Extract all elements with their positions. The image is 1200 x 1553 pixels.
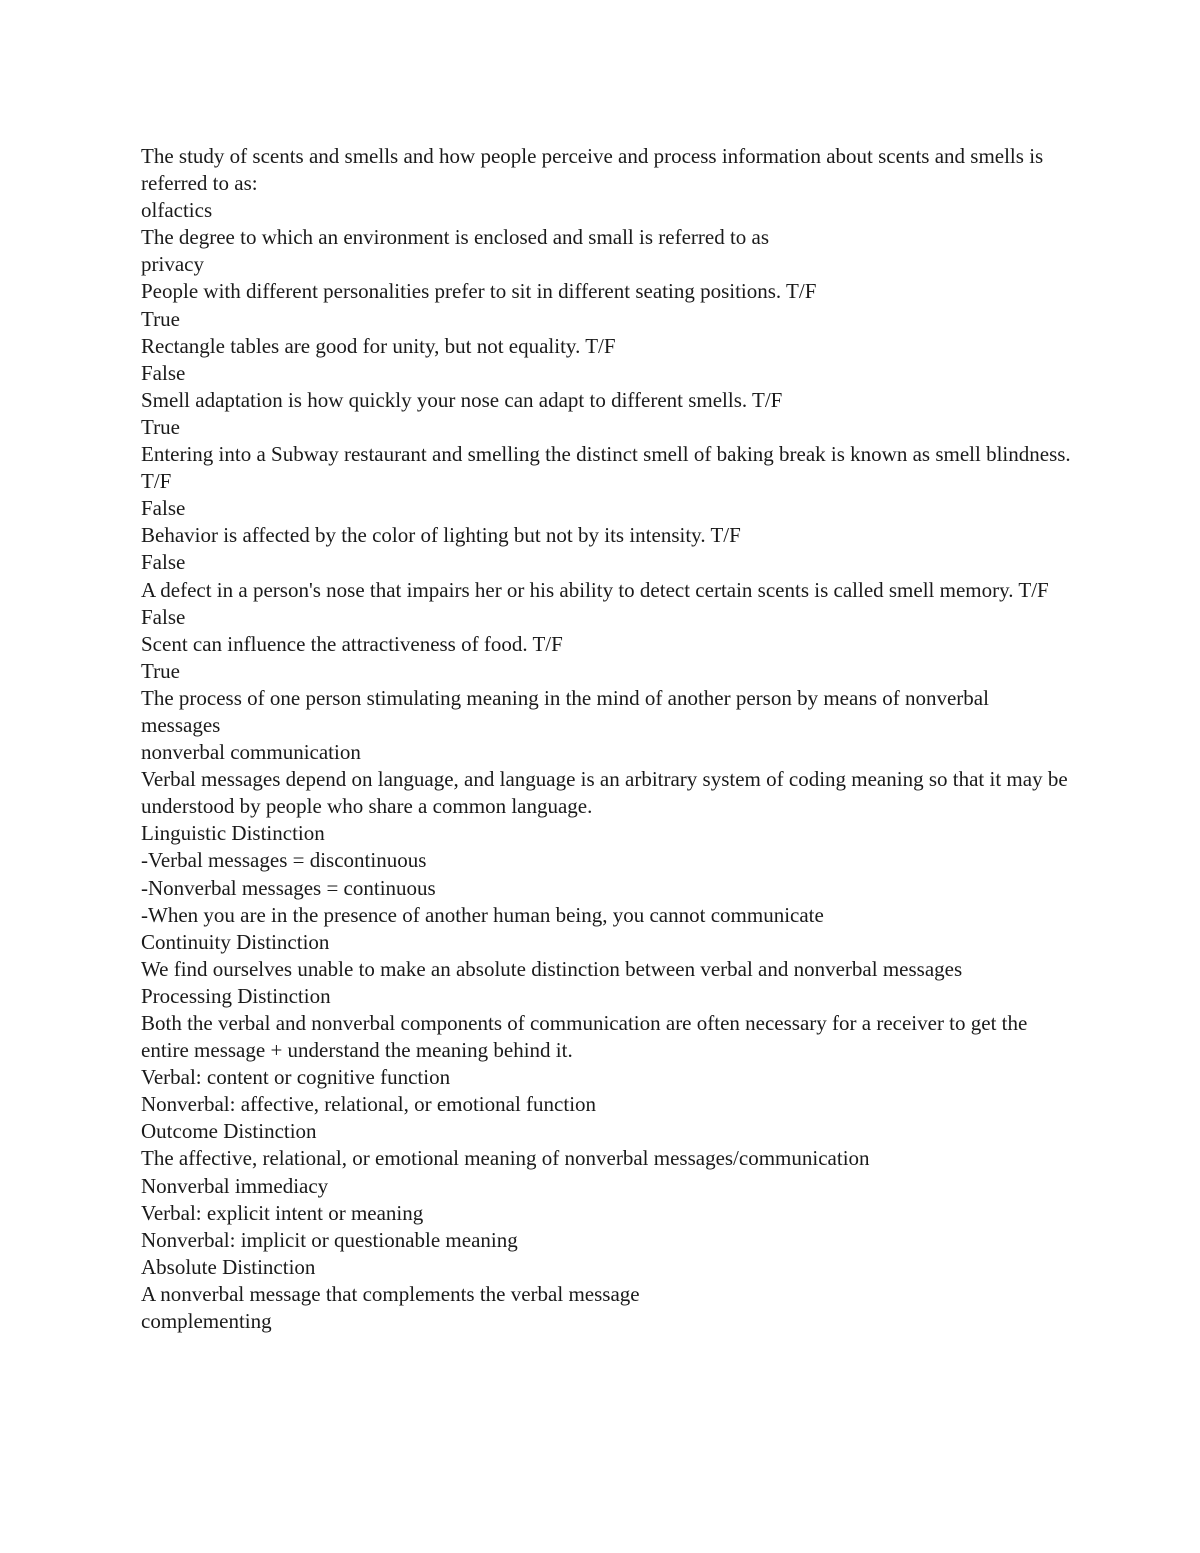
question-line: The degree to which an environment is enclosed and small is referred to as bbox=[141, 225, 770, 250]
question-line: Rectangle tables are good for unity, but not equality. T/F bbox=[141, 333, 616, 358]
question-line: A defect in a person's nose that impairs her or his ability to detect certain scents is called smell memory. T/F bbox=[141, 577, 1049, 602]
answer-line: False bbox=[141, 360, 186, 385]
question-line: Verbal: explicit intent or meaning bbox=[141, 1200, 424, 1225]
question-line: People with different personalities prefer to sit in different seating positions. T/F bbox=[141, 279, 817, 304]
answer-line: Outcome Distinction bbox=[141, 1119, 317, 1144]
question-line: Smell adaptation is how quickly your nose can adapt to different smells. T/F bbox=[141, 387, 783, 412]
answer-line: True bbox=[141, 306, 180, 331]
question-line: The process of one person stimulating meaning in the mind of another person by means of nonverbal messages bbox=[141, 685, 995, 737]
answer-line: complementing bbox=[141, 1309, 272, 1334]
question-line: Verbal messages depend on language, and language is an arbitrary system of coding meaning so that it may be understood by people who share a common language. bbox=[141, 767, 1073, 819]
answer-line: False bbox=[141, 496, 186, 521]
answer-line: Processing Distinction bbox=[141, 983, 331, 1008]
question-line: -Nonverbal messages = continuous bbox=[141, 875, 436, 900]
answer-line: Linguistic Distinction bbox=[141, 821, 325, 846]
question-line: The affective, relational, or emotional meaning of nonverbal messages/communication bbox=[141, 1146, 870, 1171]
answer-line: Absolute Distinction bbox=[141, 1254, 316, 1279]
answer-line: False bbox=[141, 604, 186, 629]
answer-line: nonverbal communication bbox=[141, 740, 361, 765]
question-line: Entering into a Subway restaurant and smelling the distinct smell of baking break is known as smell blindness. T/F bbox=[141, 442, 1076, 494]
question-line: The study of scents and smells and how people perceive and process information about scents and smells is referred to as: bbox=[141, 144, 1049, 196]
answer-line: True bbox=[141, 658, 180, 683]
document-body bbox=[141, 143, 1076, 1335]
answer-line: False bbox=[141, 550, 186, 575]
question-line: -Verbal messages = discontinuous bbox=[141, 848, 427, 873]
answer-line: True bbox=[141, 414, 180, 439]
answer-line: privacy bbox=[141, 252, 204, 277]
question-line: -When you are in the presence of another human being, you cannot communicate bbox=[141, 902, 824, 927]
answer-line: Nonverbal immediacy bbox=[141, 1173, 329, 1198]
answer-line: olfactics bbox=[141, 198, 213, 223]
question-line: A nonverbal message that complements the verbal message bbox=[141, 1281, 640, 1306]
question-line: Verbal: content or cognitive function bbox=[141, 1065, 451, 1090]
question-line: Behavior is affected by the color of lighting but not by its intensity. T/F bbox=[141, 523, 741, 548]
question-line: Scent can influence the attractiveness of food. T/F bbox=[141, 631, 563, 656]
answer-line: Continuity Distinction bbox=[141, 929, 330, 954]
question-line: Nonverbal: implicit or questionable meaning bbox=[141, 1227, 518, 1252]
question-line: We find ourselves unable to make an absolute distinction between verbal and nonverbal messages bbox=[141, 956, 963, 981]
question-line: Nonverbal: affective, relational, or emotional function bbox=[141, 1092, 597, 1117]
question-line: Both the verbal and nonverbal components of communication are often necessary for a receiver to get the entire message + understand the meaning behind it. bbox=[141, 1011, 1033, 1063]
